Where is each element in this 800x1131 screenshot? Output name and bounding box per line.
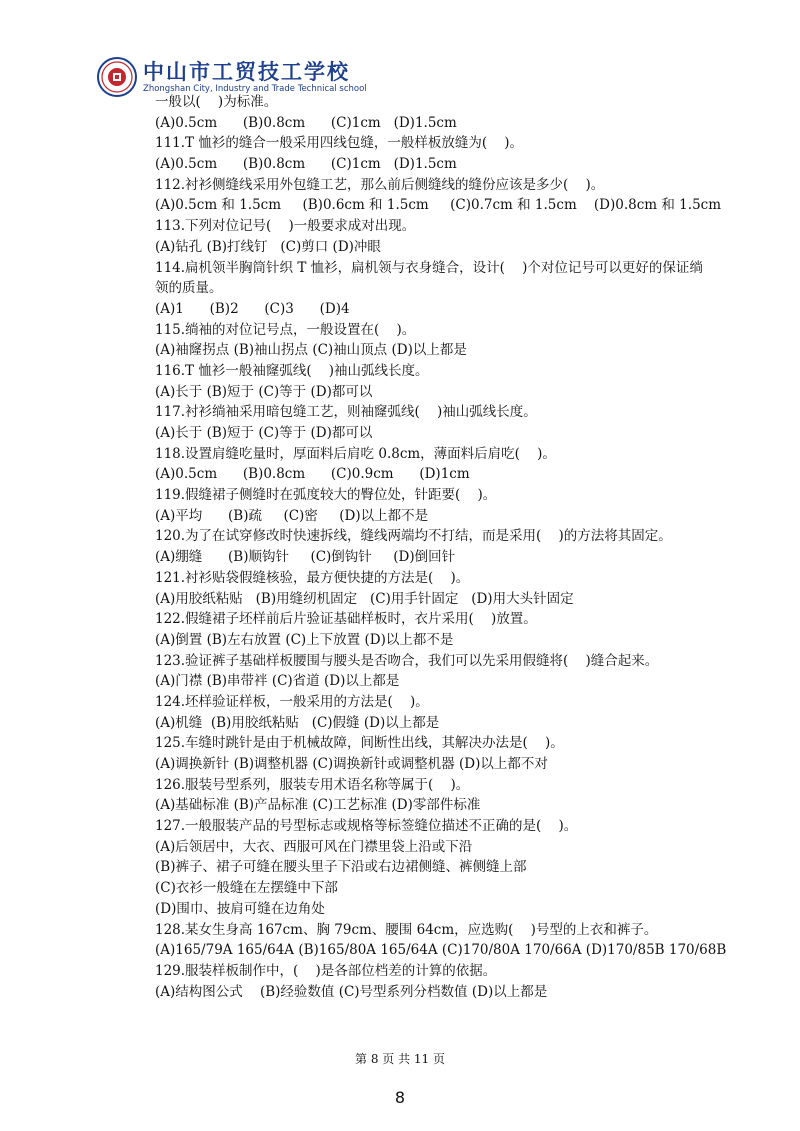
text-line: (A)钻孔 (B)打线钉 (C)剪口 (D)冲眼	[155, 238, 381, 255]
text-line: (A)长于 (B)短于 (C)等于 (D)都可以	[155, 383, 373, 400]
text-line: 127.一般服装产品的号型标志或规格等标签缝位描述不正确的是( )。	[155, 818, 578, 835]
text-line: 128.某女生身高 167cm、胸 79cm、腰围 64cm，应选购( )号型的上衣和裤子。	[155, 921, 658, 938]
text-line: (C)衣衫一般缝在左摆缝中下部	[155, 880, 338, 897]
text-line: (A)袖窿拐点 (B)袖山拐点 (C)袖山顶点 (D)以上都是	[155, 342, 467, 359]
text-line: (A)平均 (B)疏 (C)密 (D)以上都不是	[155, 507, 429, 524]
school-logo-icon	[97, 57, 137, 97]
text-line: (D)围巾、披肩可缝在边角处	[155, 900, 325, 917]
school-name-en: Zhongshan City, Industry and Trade Technical school	[143, 83, 367, 94]
text-line: (A)用胶纸粘贴 (B)用缝纫机固定 (C)用手针固定 (D)用大头针固定	[155, 590, 574, 607]
text-line: (A)基础标准 (B)产品标准 (C)工艺标准 (D)零部件标准	[155, 797, 481, 814]
text-line: (A)结构图公式 (B)经验数值 (C)号型系列分档数值 (D)以上都是	[155, 983, 548, 1000]
text-line: 115.绱袖的对位记号点，一般设置在( )。	[155, 321, 416, 338]
text-line: (A)绷缝 (B)顺钩针 (C)倒钩针 (D)倒回针	[155, 549, 456, 566]
text-line: 126.服装号型系列，服装专用术语名称等属于( )。	[155, 776, 470, 793]
text-line: (A)后领居中，大衣、西服可风在门襟里袋上沿或下沿	[155, 838, 473, 855]
text-line: (A)倒置 (B)左右放置 (C)上下放置 (D)以上都不是	[155, 631, 454, 648]
text-line: 119.假缝裙子侧缝时在弧度较大的臀位处，针距要( )。	[155, 487, 497, 504]
text-line: 一般以( )为标准。	[155, 94, 278, 110]
text-line: (A)0.5cm (B)0.8cm (C)0.9cm (D)1cm	[155, 466, 470, 483]
text-line: (A)1 (B)2 (C)3 (D)4	[155, 300, 350, 317]
text-line: 117.衬衫绱袖采用暗包缝工艺，则袖窿弧线( )袖山弧线长度。	[155, 404, 537, 421]
text-line: 112.衬衫侧缝线采用外包缝工艺，那么前后侧缝线的缝份应该是多少( )。	[155, 176, 605, 193]
text-line: 121.衬衫贴袋假缝核验，最方便快捷的方法是( )。	[155, 569, 470, 586]
text-line: (A)0.5cm (B)0.8cm (C)1cm (D)1.5cm	[155, 114, 457, 131]
text-line: (A)调换新针 (B)调整机器 (C)调换新针或调整机器 (D)以上都不对	[155, 756, 548, 772]
text-line: 129.服装样板制作中，( )是各部位档差的计算的依据。	[155, 962, 497, 979]
text-line: (A)机缝 (B)用胶纸粘贴 (C)假缝 (D)以上都是	[155, 714, 440, 731]
text-line: 124.坯样验证样板，一般采用的方法是( )。	[155, 693, 429, 710]
text-line: (A)0.5cm (B)0.8cm (C)1cm (D)1.5cm	[155, 156, 457, 173]
text-line: 113.下列对位记号( )一般要求成对出现。	[155, 218, 416, 235]
school-name-cn: 中山市工贸技工学校	[143, 59, 350, 84]
text-line: (A)165/79A 165/64A (B)165/80A 165/64A (C)170/80A 170/66A (D)170/85B 170/68B	[155, 942, 727, 959]
text-line: 111.T 恤衫的缝合一般采用四线包缝，一般样板放缝为( )。	[155, 135, 524, 152]
text-line: 125.车缝时跳针是由于机械故障，间断性出线，其解决办法是( )。	[155, 735, 564, 752]
text-line: (B)裤子、裙子可缝在腰头里子下沿或右边裙侧缝、裤侧缝上部	[155, 859, 527, 876]
text-line: (A)门襟 (B)串带袢 (C)省道 (D)以上都是	[155, 673, 400, 690]
text-line: 122.假缝裙子坯样前后片验证基础样板时，衣片采用( )放置。	[155, 611, 537, 628]
text-line: 118.设置肩缝吃量时，厚面料后肩吃 0.8cm，薄面料后肩吃( )。	[155, 445, 556, 462]
page-footer: 第 8 页 共 11 页	[355, 1052, 445, 1066]
text-line: (A)0.5cm 和 1.5cm (B)0.6cm 和 1.5cm (C)0.7cm 和 1.5cm (D)0.8cm 和 1.5cm	[155, 197, 722, 214]
question-body	[155, 92, 727, 1002]
text-line: 116.T 恤衫一般袖窿弧线( )袖山弧线长度。	[155, 362, 429, 379]
text-line: (A)长于 (B)短于 (C)等于 (D)都可以	[155, 425, 373, 441]
page-number: 8	[394, 1088, 406, 1107]
text-line: 123.验证裤子基础样板腰围与腰头是否吻合，我们可以先采用假缝将( )缝合起来。	[155, 652, 659, 669]
text-line: 114.扁机领半胸筒针织 T 恤衫，扁机领与衣身缝合，设计( )个对位记号可以更好的保证绱	[155, 259, 703, 276]
page-header	[97, 57, 367, 97]
text-line: 120.为了在试穿修改时快速拆线，缝线两端均不打结，而是采用( )的方法将其固定。	[155, 528, 672, 545]
text-line: 领的质量。	[155, 280, 223, 297]
